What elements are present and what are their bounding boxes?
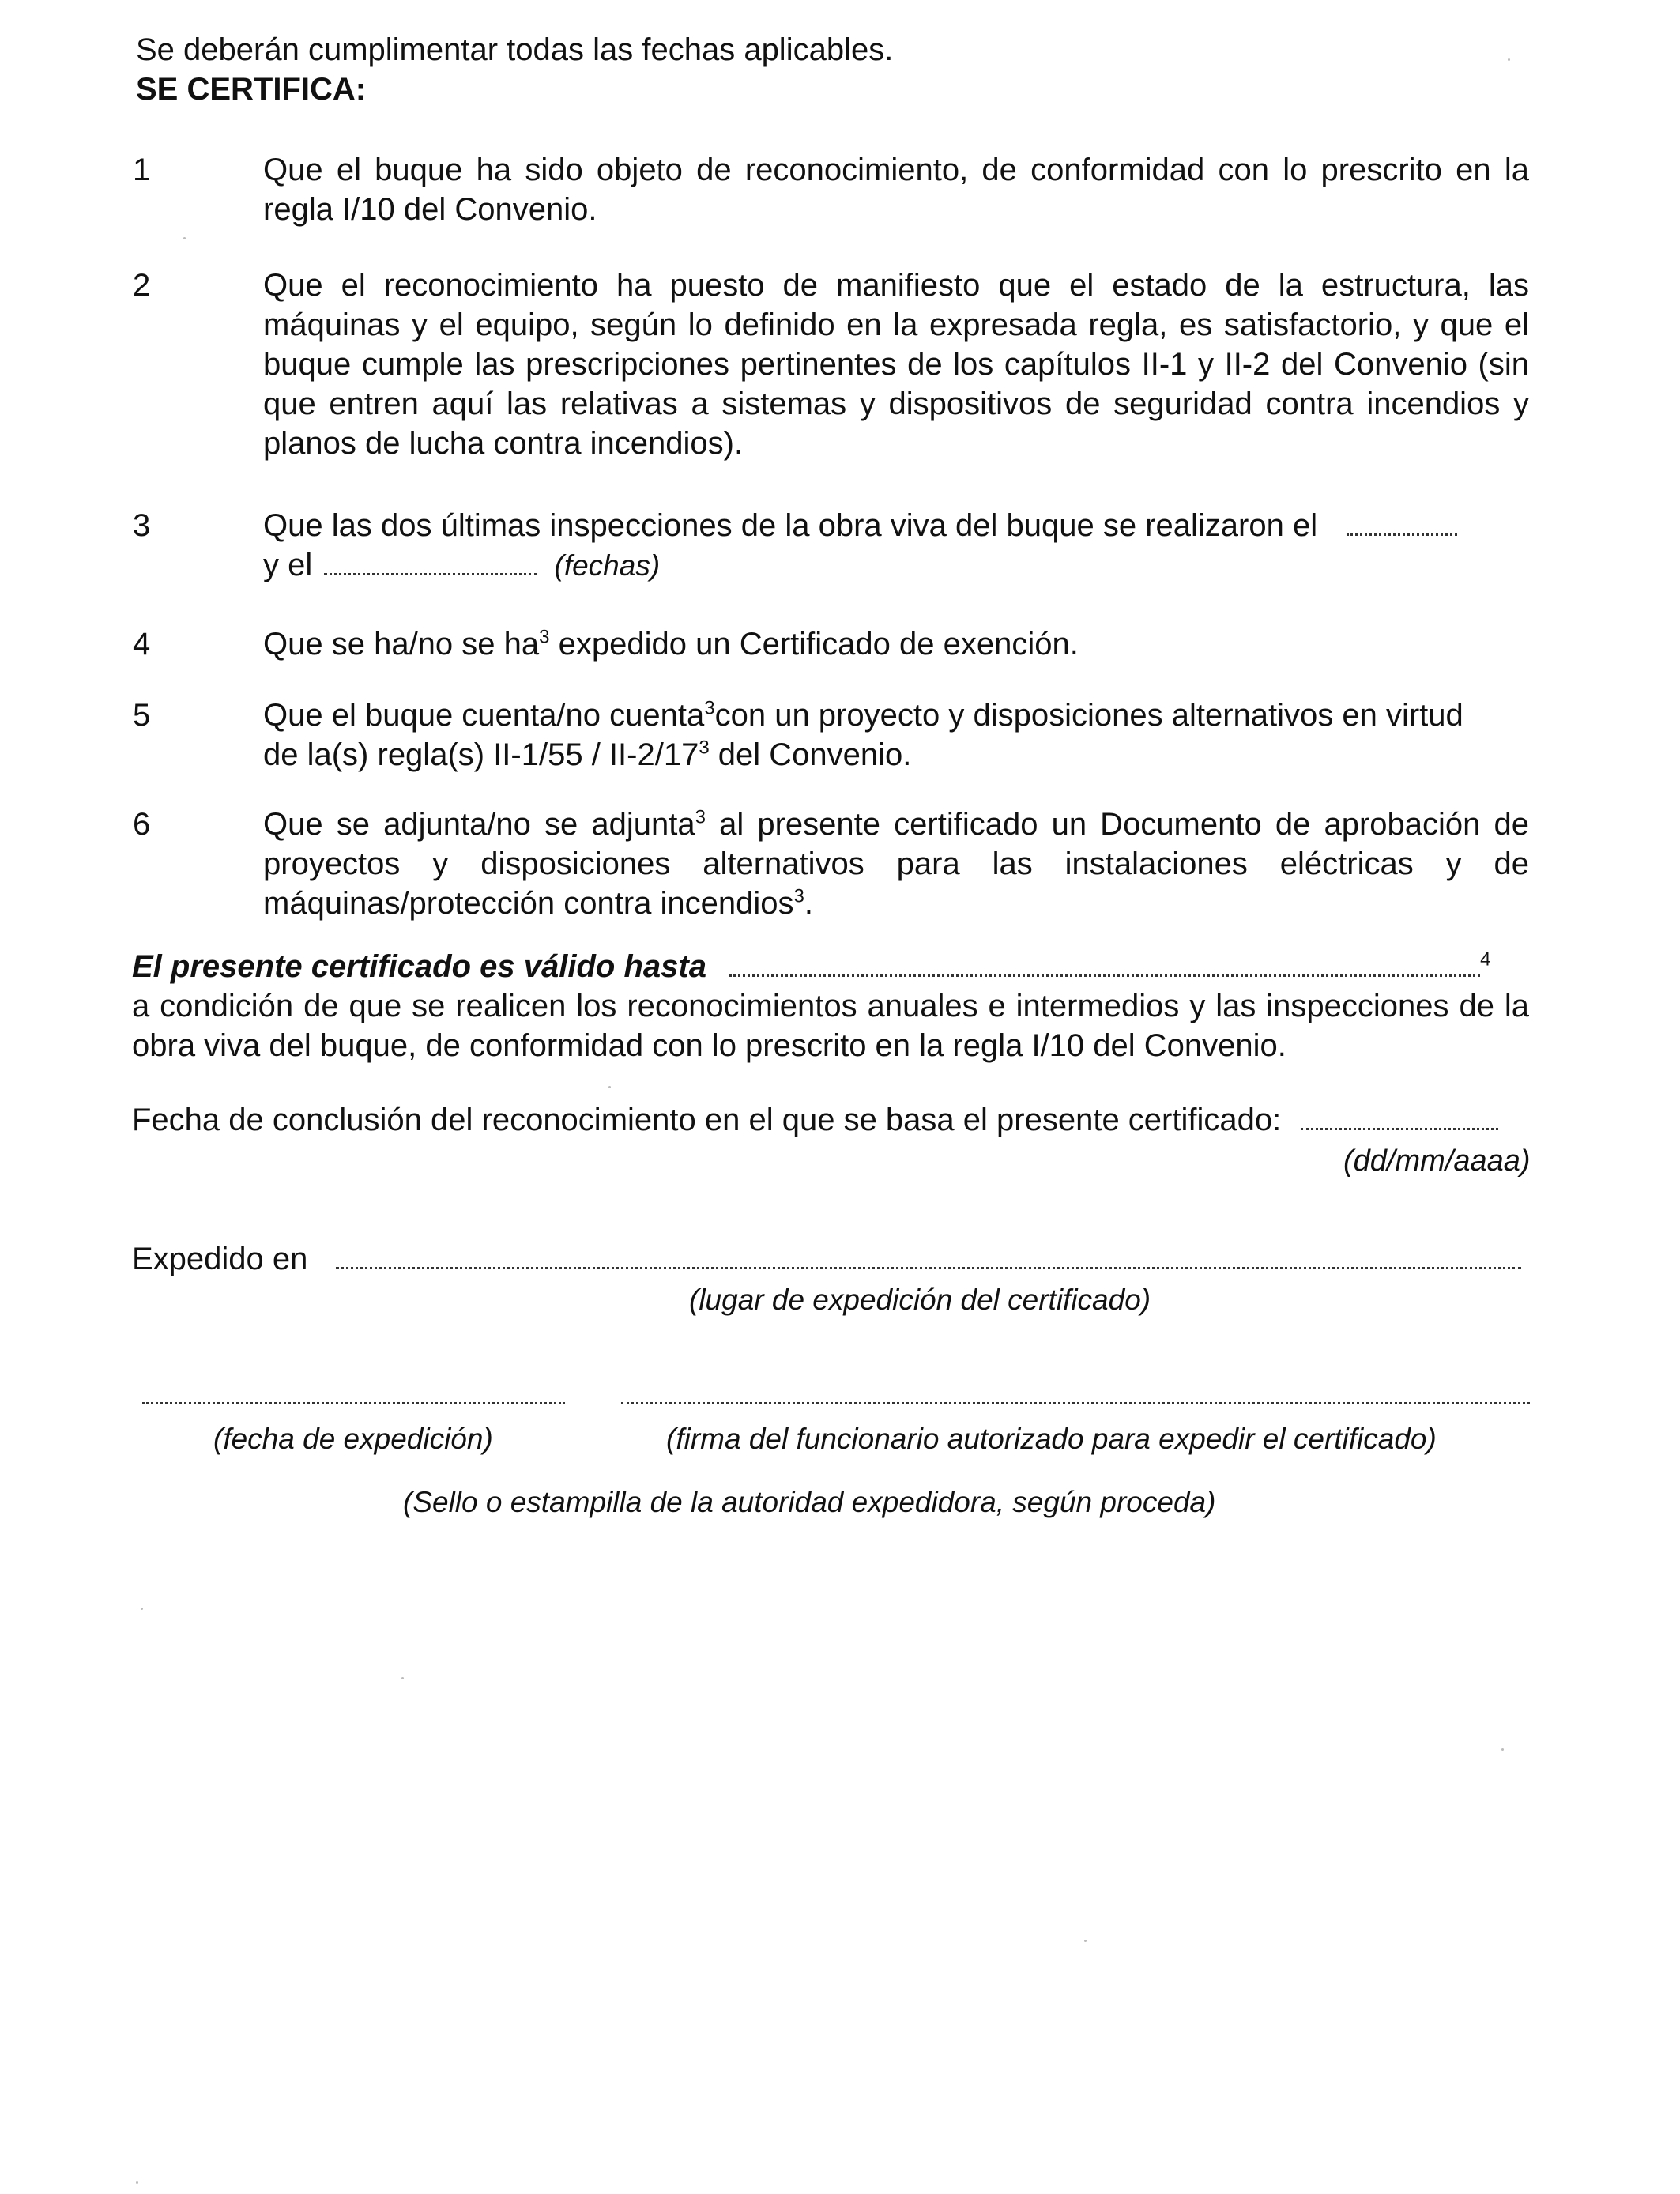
item-text: Que se adjunta/no se adjunta	[263, 807, 695, 842]
item-text: de la(s) regla(s) II-1/55 / II-2/17	[263, 737, 699, 772]
completion-line	[132, 1100, 1498, 1140]
item-text: Que se ha/no se ha	[263, 627, 540, 662]
item-hint: (fechas)	[554, 549, 661, 582]
date-hint: (fecha de expedición)	[213, 1423, 493, 1455]
completion-date-field	[1301, 1101, 1498, 1130]
item-text-group	[263, 624, 1529, 664]
item-text: Que el buque ha sido objeto de reconocimiento, de conformidad con lo prescrito en la regla I/10 del Convenio.	[263, 153, 1529, 227]
issue-date-field	[142, 1375, 565, 1404]
footnote-ref: 3	[695, 806, 706, 828]
issued-label: Expedido en	[132, 1242, 308, 1276]
item-text-group	[263, 506, 1529, 586]
completion-hint: (dd/mm/aaaa)	[1343, 1144, 1531, 1178]
item-number: 3	[133, 508, 151, 543]
scan-speck	[141, 1608, 143, 1610]
footnote-ref: 3	[704, 697, 715, 719]
scan-speck	[608, 1086, 611, 1088]
signature-hint: (firma del funcionario autorizado para expedir el certificado)	[666, 1423, 1437, 1455]
intro-text: Se deberán cumplimentar todas las fechas aplicables.	[136, 32, 894, 67]
item-number: 1	[133, 153, 151, 187]
item-text: expedido un Certificado de exención.	[549, 627, 1079, 662]
validity-text: a condición de que se realicen los reconocimientos anuales e intermedios y las inspecciones de la obra viva del buque, de conformidad con lo prescrito en la regla I/10 del Convenio.	[132, 989, 1529, 1063]
scan-speck	[401, 1677, 404, 1679]
item-text: con un proyecto y disposiciones alternativos en virtud	[714, 698, 1463, 733]
completion-label: Fecha de conclusión del reconocimiento en el que se basa el presente certificado:	[132, 1103, 1282, 1137]
scan-speck	[136, 2181, 138, 2184]
date-field-2	[324, 546, 537, 575]
validity-date-field	[729, 948, 1480, 977]
item-number: 6	[133, 807, 151, 842]
signature-field	[621, 1375, 1530, 1404]
item-text: Que el buque cuenta/no cuenta	[263, 698, 705, 733]
item-text: Que las dos últimas inspecciones de la obra viva del buque se realizaron el	[263, 508, 1318, 543]
issued-line	[132, 1239, 1521, 1279]
item-text: .	[804, 886, 813, 921]
section-heading: SE CERTIFICA:	[136, 72, 367, 107]
item-text: del Convenio.	[709, 737, 912, 772]
item-number: 2	[133, 268, 151, 303]
issued-place-field	[336, 1240, 1521, 1269]
issued-hint: (lugar de expedición del certificado)	[689, 1284, 1151, 1316]
scan-speck	[1508, 58, 1510, 61]
footnote-ref: 3	[699, 737, 710, 759]
validity-label: El presente certificado es válido hasta	[132, 949, 706, 984]
date-field-1	[1347, 507, 1457, 536]
seal-note: (Sello o estampilla de la autoridad expedidora, según proceda)	[403, 1486, 1216, 1518]
scan-speck	[1084, 1940, 1087, 1942]
item-number: 4	[133, 627, 151, 662]
item-text-group	[263, 696, 1529, 775]
footnote-ref: 4	[1480, 948, 1491, 971]
footnote-ref: 3	[539, 626, 550, 648]
item-text: y el	[263, 548, 313, 582]
scan-speck	[1501, 1748, 1504, 1751]
item-number: 5	[133, 698, 151, 733]
item-text: Que el reconocimiento ha puesto de manifiesto que el estado de la estructura, las máquinas y el equipo, según lo definido en la expresada regla, es satisfactorio, y que el buque cumple las prescripciones pertinentes de los capítulos II-1 y II-2 del Convenio (sin que entren aquí las relativas a sistemas y dispositivos de seguridad contra incendios y planos de lucha contra incendios).	[263, 268, 1529, 461]
footnote-ref: 3	[793, 885, 804, 907]
item-text-group	[263, 805, 1529, 923]
scan-speck	[183, 237, 186, 239]
item-text: al presente certificado un Documento de aprobación de proyectos y disposiciones alternativos para las instalaciones eléctricas y de máquinas/protección contra incendios	[263, 807, 1529, 921]
validity-line	[132, 947, 1529, 986]
